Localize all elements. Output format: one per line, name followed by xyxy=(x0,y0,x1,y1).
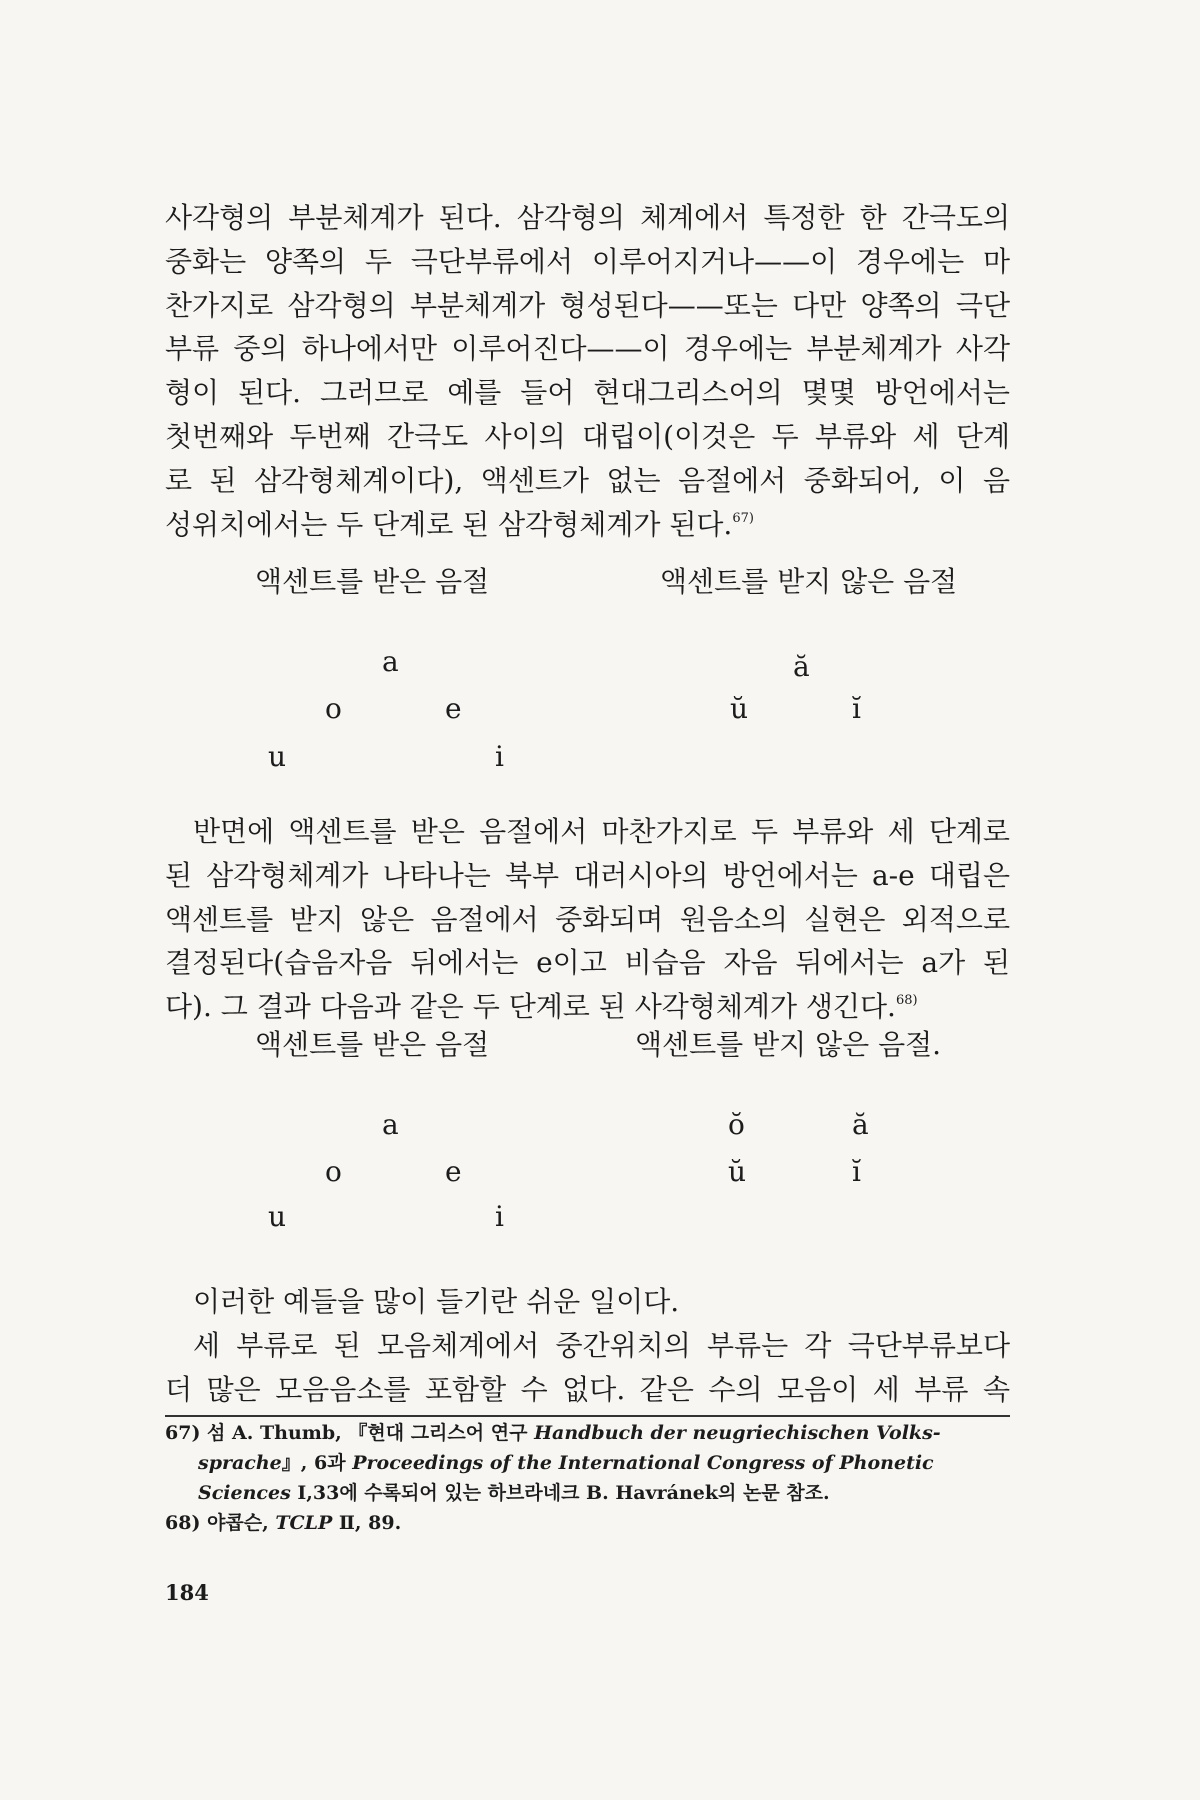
text-line: 된 삼각형체계가 나타나는 북부 대러시아의 방언에서는 a-e 대립은 xyxy=(165,858,1010,892)
text-line: 세 부류로 된 모음체계에서 중간위치의 부류는 각 극단부류보다 xyxy=(193,1328,1010,1362)
vowel: ă xyxy=(852,1108,869,1141)
page-number: 184 xyxy=(165,1580,209,1605)
paragraph-3 xyxy=(165,1280,1010,1411)
text-line: 다). 그 결과 다음과 같은 두 단계로 된 사각형체계가 생긴다.$^{68)}$ xyxy=(165,990,918,1024)
vowel: e xyxy=(445,692,462,725)
vowel: o xyxy=(325,1155,342,1188)
text-line: 이러한 예들을 많이 들기란 쉬운 일이다. xyxy=(193,1285,680,1318)
vowel: i xyxy=(495,740,504,773)
footnote-67: 67) 섬 A. Thumb, 『현대 그리스어 연구 Handbuch der neugriechischen Volks- xyxy=(165,1422,941,1444)
text-line: 반면에 액센트를 받은 음절에서 마찬가지로 두 부류와 세 단계로 xyxy=(193,815,1010,848)
vowel: ŏ xyxy=(728,1108,745,1141)
text-line: 찬가지로 삼각형의 부분체계가 형성된다——또는 다만 양쪽의 극단 xyxy=(165,288,1010,322)
label-unstressed: 액센트를 받지 않은 음절 xyxy=(660,565,958,598)
vowel: a xyxy=(382,645,399,678)
footnote-68: 68) 야콥슨, TCLP Ⅱ, 89. xyxy=(165,1512,402,1534)
footnote-67-cont: Sciences Ⅰ,33에 수록되어 있는 하브라네크 B. Havránek의 논문 참조. xyxy=(198,1482,830,1504)
footnote-divider xyxy=(165,1415,1010,1417)
vowel: ă xyxy=(793,650,810,683)
text-line: 액센트를 받지 않은 음절에서 중화되며 원음소의 실현은 외적으로 xyxy=(165,902,1010,936)
vowel: o xyxy=(325,692,342,725)
vowel: e xyxy=(445,1155,462,1188)
text-line: 더 많은 모음음소를 포함할 수 없다. 같은 수의 모음이 세 부류 속 xyxy=(165,1372,1010,1406)
text-line: 결정된다(습음자음 뒤에서는 e이고 비습음 자음 뒤에서는 a가 된 xyxy=(165,946,1010,980)
text-line: 첫번째와 두번째 간극도 사이의 대립이(이것은 두 부류와 세 단계 xyxy=(165,419,1010,453)
text-line: 사각형의 부분체계가 된다. 삼각형의 체계에서 특정한 한 간극도의 xyxy=(165,201,1010,234)
vowel: u xyxy=(268,1200,287,1233)
text-line: 성위치에서는 두 단계로 된 삼각형체계가 된다.$^{67)}$ xyxy=(165,507,754,541)
paragraph-2 xyxy=(165,810,1010,1029)
paragraph-1 xyxy=(165,196,1010,546)
footnote-ref-67: 67) xyxy=(732,510,754,526)
label-unstressed: 액센트를 받지 않은 음절. xyxy=(635,1028,942,1061)
footnotes xyxy=(165,1418,1010,1538)
text-line: 중화는 양쪽의 두 극단부류에서 이루어지거나——이 경우에는 마 xyxy=(165,244,1010,278)
label-stressed: 액센트를 받은 음절 xyxy=(255,565,490,598)
vowel: u xyxy=(268,740,287,773)
text-line: 형이 된다. 그러므로 예를 들어 현대그리스어의 몇몇 방언에서는 xyxy=(165,376,1010,410)
label-stressed: 액센트를 받은 음절 xyxy=(255,1028,490,1061)
vowel: ĭ xyxy=(852,692,861,725)
vowel: ŭ xyxy=(730,692,749,725)
vowel: ĭ xyxy=(852,1155,861,1188)
footnote-67-cont: sprache』, 6과 Proceedings of the International Congress of Phonetic xyxy=(198,1452,934,1474)
vowel: i xyxy=(495,1200,504,1233)
vowel: a xyxy=(382,1108,399,1141)
vowel: ŭ xyxy=(728,1155,747,1188)
text-line: 로 된 삼각형체계이다), 액센트가 없는 음절에서 중화되어, 이 음 xyxy=(165,463,1010,497)
text-line: 부류 중의 하나에서만 이루어진다——이 경우에는 부분체계가 사각 xyxy=(165,332,1010,366)
footnote-ref-68: 68) xyxy=(895,993,918,1009)
